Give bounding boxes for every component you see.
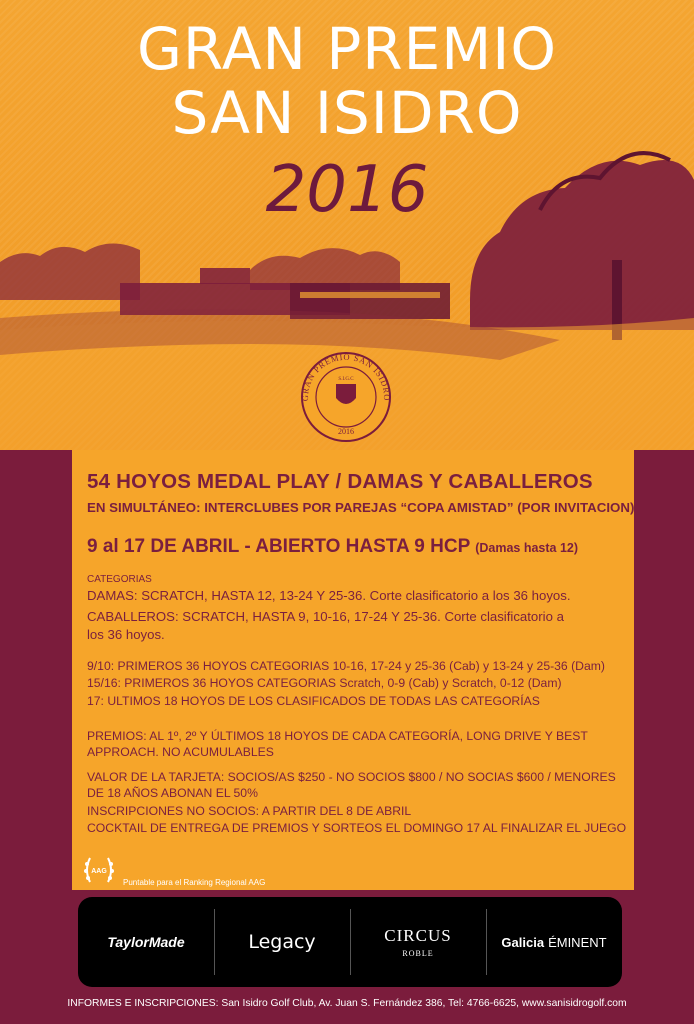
sponsor-circus-name: CIRCUS — [384, 926, 452, 945]
dates-line — [87, 536, 578, 558]
schedule-line-2: 15/16: PRIMEROS 36 HOYOS CATEGORIAS Scratch, 0-9 (Cab) y Scratch, 0-12 (Dam) — [87, 676, 562, 690]
sponsor-taylormade: TaylorMade — [107, 934, 185, 950]
emblem-year: 2016 — [338, 427, 354, 436]
emblem-monogram: S.I.G.C — [338, 377, 354, 382]
lion-shield-icon — [336, 384, 356, 404]
sponsor-circus — [350, 907, 486, 977]
emblem-arc-text: GRAN PREMIO SAN ISIDRO — [299, 351, 393, 402]
sponsor-bar — [78, 897, 622, 987]
subheadline: EN SIMULTÁNEO: INTERCLUBES POR PAREJAS “COPA AMISTAD” (POR INVITACION) — [87, 500, 635, 515]
schedule-line-3: 17: ULTIMOS 18 HOYOS DE LOS CLASIFICADOS DE TODAS LAS CATEGORÍAS — [87, 694, 540, 708]
categories-caballeros-line-1: CABALLEROS: SCRATCH, HASTA 9, 10-16, 17-24 Y 25-36. Corte clasificatorio a — [87, 609, 564, 624]
sponsor-legacy: Legacy — [248, 931, 316, 953]
categories-caballeros-line-2: los 36 hoyos. — [87, 627, 165, 642]
aag-ranking-note: Puntable para el Ranking Regional AAG — [123, 878, 266, 887]
title-line-1: GRAN PREMIO — [136, 15, 558, 83]
title-line-2: SAN ISIDRO — [171, 79, 523, 147]
footer-contact: INFORMES E INSCRIPCIONES: San Isidro Golf Club, Av. Juan S. Fernández 386, Tel: 4766-6625, www.sanisidrogolf.com — [67, 998, 627, 1009]
prizes: PREMIOS: AL 1º, 2º Y ÚLTIMOS 18 HOYOS DE CADA CATEGORÍA, LONG DRIVE Y BEST APPROACH. NO ACUMULABLES — [87, 729, 588, 759]
info-panel — [72, 450, 634, 890]
aag-logo-text: AAG — [91, 868, 107, 875]
sponsor-circus-sub: ROBLE — [402, 949, 434, 958]
categories-label: CATEGORIAS — [87, 574, 152, 585]
sponsor-galicia-sub: ÉMINENT — [548, 934, 607, 950]
fees: VALOR DE LA TARJETA: SOCIOS/AS $250 - NO SOCIOS $800 / NO SOCIAS $600 / MENORES DE 18 AÑOS ABONAN EL 50% — [87, 770, 616, 800]
hero-banner — [0, 0, 694, 450]
categories-damas: DAMAS: SCRATCH, HASTA 12, 13-24 Y 25-36. Corte clasificatorio a los 36 hoyos. — [87, 588, 571, 603]
registration: INSCRIPCIONES NO SOCIOS: A PARTIR DEL 8 DE ABRIL — [87, 804, 412, 818]
title-year: 2016 — [265, 153, 429, 227]
dates-note: (Damas hasta 12) — [475, 541, 579, 555]
sponsor-galicia — [486, 907, 622, 977]
schedule-line-1: 9/10: PRIMEROS 36 HOYOS CATEGORIAS 10-16, 17-24 y 25-36 (Cab) y 13-24 y 25-36 (Dam) — [87, 659, 605, 673]
sponsor-galicia-name: Galicia — [501, 934, 545, 950]
dates-text: 9 al 17 DE ABRIL - ABIERTO HASTA 9 HCP — [87, 536, 470, 557]
aag-logo — [82, 852, 116, 888]
cocktail: COCKTAIL DE ENTREGA DE PREMIOS Y SORTEOS EL DOMINGO 17 AL FINALIZAR EL JUEGO — [87, 821, 627, 835]
headline: 54 HOYOS MEDAL PLAY / DAMAS Y CABALLEROS — [87, 470, 593, 493]
